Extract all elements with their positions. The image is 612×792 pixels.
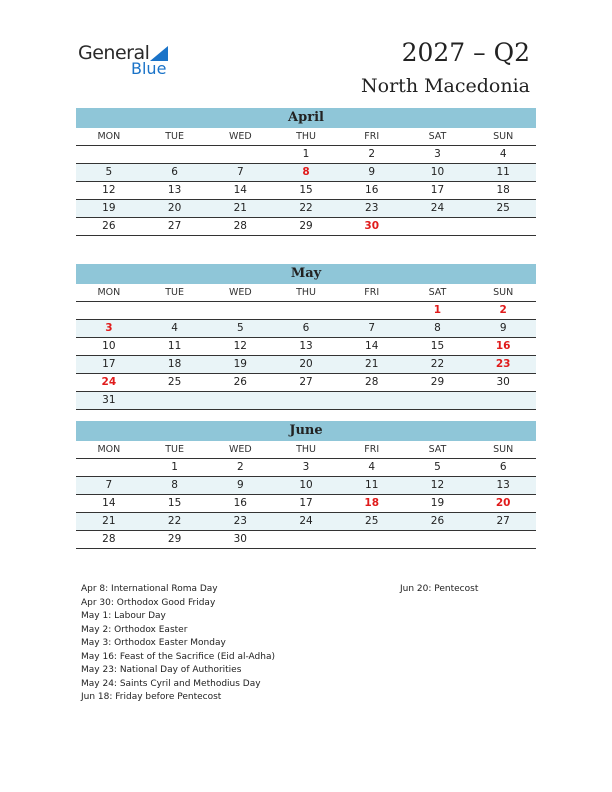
- week-row: [76, 146, 536, 164]
- day-cell: 22: [167, 515, 182, 527]
- day-cell: 13: [167, 184, 182, 196]
- day-cell: 23: [233, 515, 247, 527]
- empty-day-cell: [76, 302, 142, 319]
- day-cell: 17: [299, 497, 313, 509]
- empty-day-cell: [405, 531, 471, 548]
- empty-day-cell: [405, 218, 471, 235]
- day-cell: 15: [167, 497, 182, 509]
- day-cell: 29: [167, 533, 182, 545]
- day-cell: 30: [496, 376, 510, 388]
- weekday-label: MON: [97, 287, 121, 298]
- empty-day-cell: [339, 531, 405, 548]
- day-cell: 19: [102, 202, 116, 214]
- day-cell: 24: [430, 202, 445, 214]
- weekday-label: SUN: [493, 131, 514, 142]
- logo: [78, 40, 188, 80]
- weekday-label: WED: [228, 287, 252, 298]
- month-header: May: [76, 264, 536, 284]
- month-april: [76, 108, 536, 236]
- empty-day-cell: [76, 459, 142, 476]
- day-cell: 2: [499, 304, 507, 316]
- day-cell: 18: [167, 358, 182, 370]
- month-header: April: [76, 108, 536, 128]
- empty-day-cell: [142, 392, 208, 409]
- weekday-label: MON: [97, 444, 121, 455]
- empty-day-cell: [339, 392, 405, 409]
- week-row: [76, 477, 536, 495]
- day-cell: 6: [302, 322, 310, 334]
- week-row: [76, 356, 536, 374]
- holiday-note: May 23: National Day of Authorities: [81, 665, 242, 675]
- day-cell: 17: [102, 358, 116, 370]
- day-cell: 1: [433, 304, 442, 316]
- weekday-label: TUE: [165, 131, 184, 142]
- weekday-header-row: [76, 284, 536, 302]
- holiday-note: May 2: Orthodox Easter: [81, 624, 188, 635]
- weekday-label: SAT: [428, 444, 447, 455]
- weekday-label: SAT: [428, 131, 447, 142]
- day-cell: 11: [365, 479, 379, 491]
- day-cell: 8: [434, 322, 441, 334]
- weekday-header-row: [76, 441, 536, 459]
- empty-day-cell: [207, 392, 273, 409]
- day-cell: 27: [299, 376, 313, 388]
- week-row: [76, 374, 536, 392]
- day-cell: 22: [430, 358, 445, 370]
- weekday-label: MON: [97, 131, 121, 142]
- weekday-label: FRI: [364, 131, 380, 142]
- empty-day-cell: [207, 302, 273, 319]
- day-cell: 25: [167, 376, 182, 388]
- holiday-note: May 24: Saints Cyril and Methodius Day: [81, 678, 261, 689]
- weekday-label: FRI: [364, 287, 380, 298]
- weekday-label: THU: [296, 444, 316, 455]
- day-cell: 19: [430, 497, 445, 509]
- day-cell: 9: [236, 479, 244, 491]
- holiday-note: Jun 20: Pentecost: [400, 584, 479, 594]
- day-cell: 23: [495, 358, 511, 370]
- day-cell: 5: [236, 322, 244, 334]
- day-cell: 16: [495, 340, 511, 352]
- empty-day-cell: [470, 218, 536, 235]
- day-cell: 14: [102, 497, 116, 509]
- country-name: North Macedonia: [361, 75, 530, 97]
- day-cell: 7: [368, 322, 376, 334]
- day-cell: 16: [233, 497, 247, 509]
- day-cell: 31: [102, 394, 116, 406]
- day-cell: 15: [430, 340, 445, 352]
- holiday-note: Jun 18: Friday before Pentecost: [81, 692, 222, 702]
- day-cell: 29: [430, 376, 445, 388]
- week-row: [76, 164, 536, 182]
- day-cell: 22: [299, 202, 313, 214]
- day-cell: 10: [102, 340, 116, 352]
- day-cell: 1: [302, 148, 310, 160]
- day-cell: 25: [365, 515, 379, 527]
- day-cell: 5: [105, 166, 113, 178]
- day-cell: 15: [299, 184, 313, 196]
- holiday-note: Apr 30: Orthodox Good Friday: [81, 597, 216, 608]
- holiday-notes-right: [400, 583, 478, 597]
- empty-day-cell: [142, 302, 208, 319]
- month-may: [76, 264, 536, 410]
- day-cell: 20: [299, 358, 313, 370]
- day-cell: 26: [102, 220, 116, 232]
- weekday-label: SAT: [428, 287, 447, 298]
- empty-day-cell: [273, 531, 339, 548]
- day-cell: 21: [365, 358, 379, 370]
- day-cell: 10: [299, 479, 313, 491]
- holiday-note: May 1: Labour Day: [81, 611, 166, 621]
- day-cell: 13: [299, 340, 313, 352]
- day-cell: 18: [496, 184, 510, 196]
- day-cell: 11: [167, 340, 182, 352]
- day-cell: 8: [171, 479, 178, 491]
- week-row: [76, 513, 536, 531]
- empty-day-cell: [470, 531, 536, 548]
- day-cell: 26: [233, 376, 247, 388]
- day-cell: 19: [233, 358, 247, 370]
- day-cell: 12: [430, 479, 445, 491]
- week-row: [76, 218, 536, 236]
- day-cell: 14: [365, 340, 379, 352]
- week-row: [76, 320, 536, 338]
- week-row: [76, 200, 536, 218]
- day-cell: 28: [233, 220, 247, 232]
- holiday-notes-left: [81, 583, 275, 705]
- empty-day-cell: [76, 146, 142, 163]
- day-cell: 4: [171, 322, 178, 334]
- empty-day-cell: [339, 302, 405, 319]
- day-cell: 18: [364, 497, 380, 509]
- weekday-label: TUE: [165, 287, 184, 298]
- day-cell: 5: [434, 461, 441, 473]
- day-cell: 3: [302, 461, 310, 473]
- day-cell: 9: [368, 166, 376, 178]
- weekday-label: SUN: [493, 444, 514, 455]
- empty-day-cell: [273, 302, 339, 319]
- day-cell: 9: [499, 322, 507, 334]
- day-cell: 17: [430, 184, 445, 196]
- weekday-label: SUN: [493, 287, 514, 298]
- empty-day-cell: [207, 146, 273, 163]
- day-cell: 4: [499, 148, 507, 160]
- day-cell: 30: [364, 220, 380, 232]
- page-title: 2027 – Q2: [401, 38, 530, 67]
- day-cell: 27: [167, 220, 182, 232]
- day-cell: 3: [434, 148, 441, 160]
- week-row: [76, 531, 536, 549]
- day-cell: 24: [299, 515, 313, 527]
- empty-day-cell: [405, 392, 471, 409]
- day-cell: 2: [236, 461, 244, 473]
- week-row: [76, 182, 536, 200]
- day-cell: 27: [496, 515, 510, 527]
- day-cell: 4: [368, 461, 376, 473]
- day-cell: 6: [171, 166, 178, 178]
- week-row: [76, 302, 536, 320]
- day-cell: 21: [102, 515, 116, 527]
- day-cell: 26: [430, 515, 445, 527]
- weekday-label: WED: [228, 444, 252, 455]
- holiday-note: May 3: Orthodox Easter Monday: [81, 638, 226, 648]
- day-cell: 21: [233, 202, 247, 214]
- weekday-label: FRI: [364, 444, 380, 455]
- month-header: June: [76, 421, 536, 441]
- day-cell: 1: [171, 461, 178, 473]
- holiday-note: Apr 8: International Roma Day: [81, 584, 218, 594]
- holiday-note: May 16: Feast of the Sacrifice (Eid al-Adha): [81, 651, 275, 662]
- logo-general-text: General: [78, 42, 150, 64]
- month-june: [76, 421, 536, 549]
- day-cell: 12: [102, 184, 116, 196]
- day-cell: 28: [102, 533, 116, 545]
- week-row: [76, 495, 536, 513]
- day-cell: 10: [430, 166, 445, 178]
- day-cell: 11: [496, 166, 510, 178]
- day-cell: 24: [101, 376, 117, 388]
- day-cell: 2: [368, 148, 376, 160]
- weekday-label: TUE: [165, 444, 184, 455]
- day-cell: 20: [495, 497, 511, 509]
- weekday-label: WED: [228, 131, 252, 142]
- week-row: [76, 459, 536, 477]
- day-cell: 29: [299, 220, 313, 232]
- day-cell: 7: [236, 166, 244, 178]
- week-row: [76, 338, 536, 356]
- day-cell: 16: [365, 184, 379, 196]
- empty-day-cell: [273, 392, 339, 409]
- empty-day-cell: [142, 146, 208, 163]
- day-cell: 28: [365, 376, 379, 388]
- day-cell: 8: [302, 166, 310, 178]
- day-cell: 23: [365, 202, 379, 214]
- day-cell: 13: [496, 479, 510, 491]
- day-cell: 12: [233, 340, 247, 352]
- day-cell: 7: [105, 479, 113, 491]
- day-cell: 14: [233, 184, 247, 196]
- week-row: [76, 392, 536, 410]
- empty-day-cell: [470, 392, 536, 409]
- day-cell: 3: [105, 322, 113, 334]
- weekday-label: THU: [296, 287, 316, 298]
- weekday-header-row: [76, 128, 536, 146]
- day-cell: 25: [496, 202, 510, 214]
- day-cell: 20: [167, 202, 182, 214]
- logo-blue-text: Blue: [131, 59, 167, 78]
- day-cell: 30: [233, 533, 247, 545]
- day-cell: 6: [499, 461, 507, 473]
- weekday-label: THU: [296, 131, 316, 142]
